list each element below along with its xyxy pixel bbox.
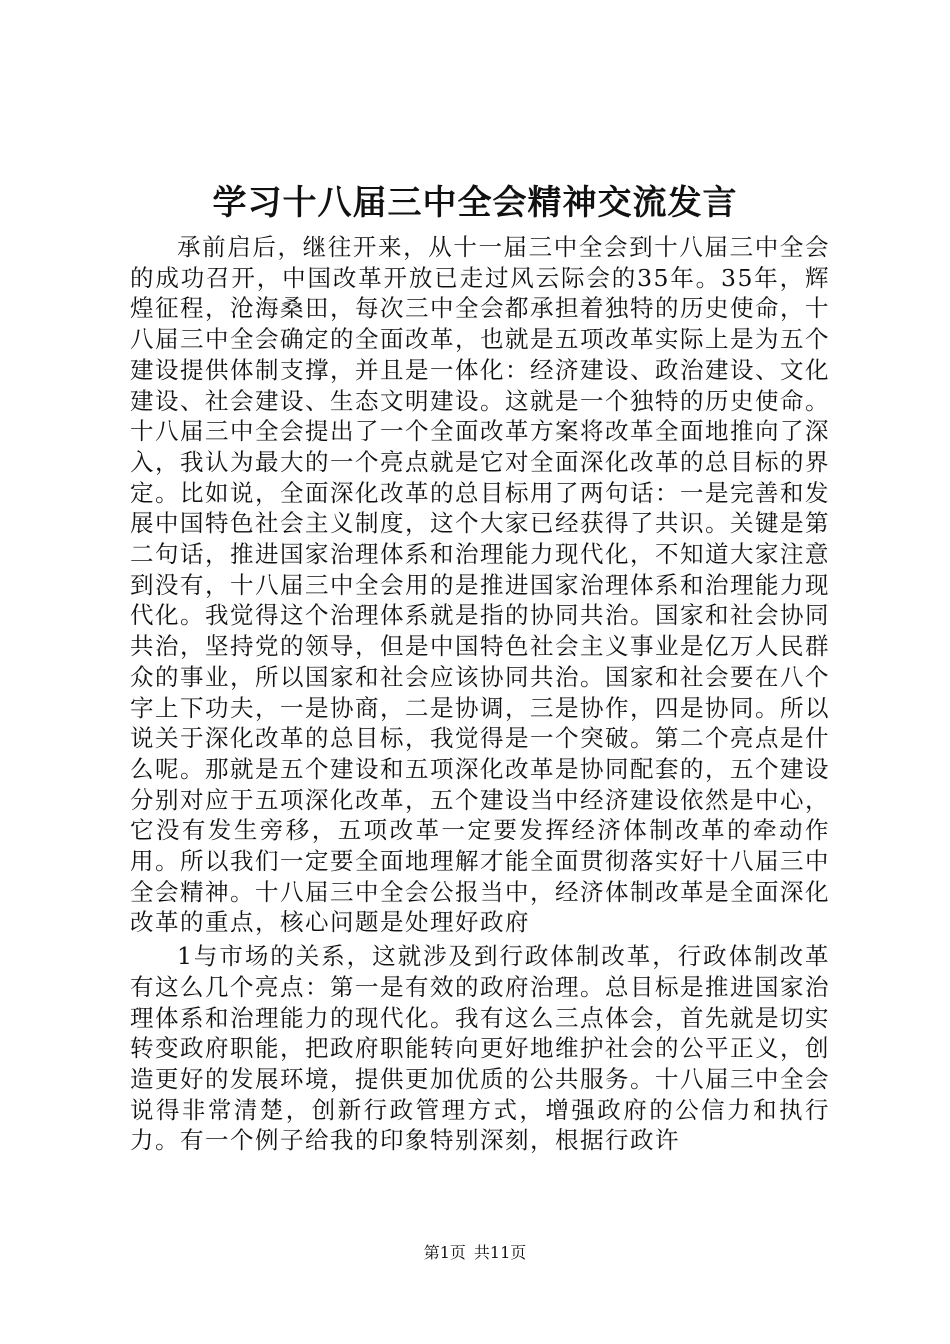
paragraph: 承前启后，继往开来，从十一届三中全会到十八届三中全会的成功召开，中国改革开放已走过风云际会的35年。35年，辉煌征程，沧海桑田，每次三中全会都承担着独特的历史使命，十八届三中全会确定的全面改革，也就是五项改革实际上是为五个建设提供体制支撑，并且是一体化：经济建设、政治建设、文化建设、社会建设、生态文明建设。这就是一个独特的历史使命。十八届三中全会提出了一个全面改革方案将改革全面地推向了深入，我认为最大的一个亮点就是它对全面深化改革的总目标的界定。比如说，全面深化改革的总目标用了两句话：一是完善和发展中国特色社会主义制度，这个大家已经获得了共识。关键是第二句话，推进国家治理体系和治理能力现代化，不知道大家注意到没有，十八届三中全会用的是推进国家治理体系和治理能力现代化。我觉得这个治理体系就是指的协同共治。国家和社会协同共治，坚持党的领导，但是中国特色社会主义事业是亿万人民群众的事业，所以国家和社会应该协同共治。国家和社会要在八个字上下功夫，一是协商，二是协调，三是协作，四是协同。所以说关于深化改革的总目标，我觉得是一个突破。第二个亮点是什么呢。那就是五个建设和五项深化改革是协同配套的，五个建设分别对应于五项深化改革，五个建设当中经济建设依然是中心，它没有发生旁移，五项改革一定要发挥经济体制改革的牵动作用。所以我们一定要全面地理解才能全面贯彻落实好十八届三中全会精神。十八届三中全会公报当中，经济体制改革是全面深化改革的重点，核心问题是处理好政府 xyxy=(130,233,830,937)
document-body xyxy=(130,232,830,1156)
page-total: 共11页 xyxy=(473,1243,527,1262)
page-number: 第1页 xyxy=(423,1243,466,1262)
document-title: 学习十八届三中全会精神交流发言 xyxy=(212,183,738,223)
page-footer xyxy=(0,1240,950,1263)
paragraph: 1与市场的关系，这就涉及到行政体制改革，行政体制改革有这么几个亮点：第一是有效的政府治理。总目标是推进国家治理体系和治理能力的现代化。我有这么三点体会，首先就是切实转变政府职能，把政府职能转向更好地维护社会的公平正义，创造更好的发展环境，提供更加优质的公共服务。十八届三中全会说得非常清楚，创新行政管理方式，增强政府的公信力和执行力。有一个例子给我的印象特别深刻，根据行政许 xyxy=(130,942,830,1155)
